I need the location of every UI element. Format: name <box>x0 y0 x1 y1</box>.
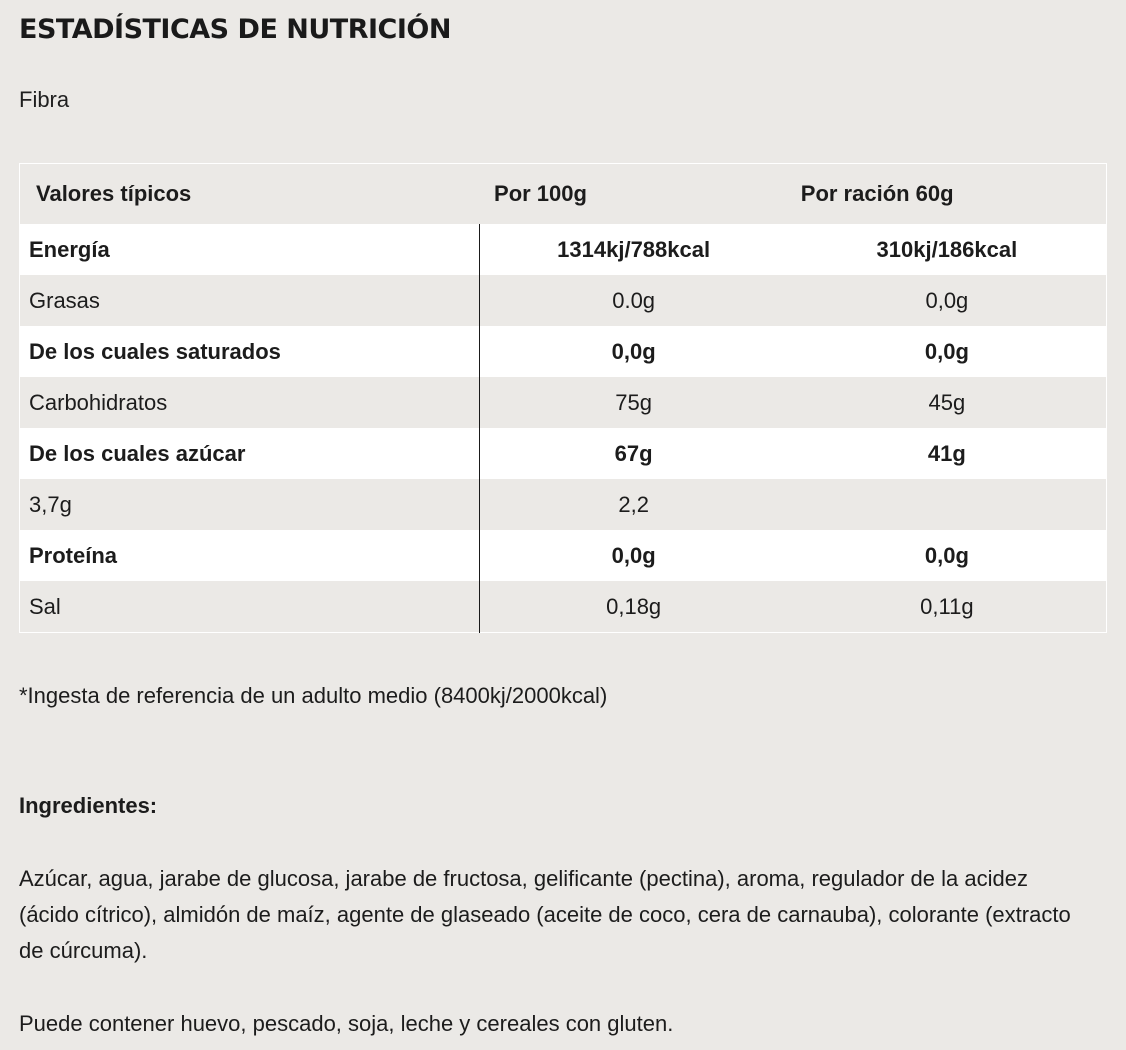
value-per-100g: 0,0g <box>479 326 788 377</box>
header-per-serving: Por ración 60g <box>788 164 1107 225</box>
nutrient-name: Carbohidratos <box>20 377 480 428</box>
table-row <box>20 275 1107 326</box>
nutrient-name: Sal <box>20 581 480 633</box>
reference-intake-footnote: *Ingesta de referencia de un adulto medio (8400kj/2000kcal) <box>19 683 608 708</box>
table-row <box>20 377 1107 428</box>
ingredients-text: Azúcar, agua, jarabe de glucosa, jarabe de fructosa, gelificante (pectina), aroma, regulador de la acidez (ácido cítrico), almidón de maíz, agente de glaseado (aceite de coco, cera de carnauba), colorante (extracto de cúrcuma). <box>19 866 1071 963</box>
nutrient-name: 3,7g <box>20 479 480 530</box>
nutrient-name: Grasas <box>20 275 480 326</box>
table-row <box>20 581 1107 633</box>
value-per-100g: 0,18g <box>479 581 788 633</box>
table-row <box>20 326 1107 377</box>
header-per-100g: Por 100g <box>479 164 788 225</box>
value-per-serving: 0,0g <box>788 326 1107 377</box>
value-per-100g: 0.0g <box>479 275 788 326</box>
value-per-100g: 2,2 <box>479 479 788 530</box>
value-per-serving: 0,11g <box>788 581 1107 633</box>
value-per-serving: 310kj/186kcal <box>788 224 1107 275</box>
table-row <box>20 224 1107 275</box>
value-per-serving: 45g <box>788 377 1107 428</box>
header-typical-values: Valores típicos <box>20 164 480 225</box>
value-per-100g: 75g <box>479 377 788 428</box>
table-row <box>20 428 1107 479</box>
allergens-note: Puede contener huevo, pescado, soja, leche y cereales con gluten. <box>19 1011 674 1036</box>
table-header-row <box>20 164 1107 225</box>
nutrient-name: De los cuales azúcar <box>20 428 480 479</box>
table-row <box>20 530 1107 581</box>
table-header <box>20 164 1107 225</box>
table-row <box>20 479 1107 530</box>
table-body <box>20 224 1107 633</box>
nutrient-name: Proteína <box>20 530 480 581</box>
value-per-serving: 0,0g <box>788 530 1107 581</box>
value-per-serving <box>788 479 1107 530</box>
nutrient-name: De los cuales saturados <box>20 326 480 377</box>
page-title: ESTADÍSTICAS DE NUTRICIÓN <box>19 14 451 45</box>
ingredients-heading: Ingredientes: <box>19 793 158 818</box>
nutrition-table <box>19 163 1107 633</box>
value-per-100g: 1314kj/788kcal <box>479 224 788 275</box>
value-per-100g: 0,0g <box>479 530 788 581</box>
value-per-100g: 67g <box>479 428 788 479</box>
value-per-serving: 41g <box>788 428 1107 479</box>
value-per-serving: 0,0g <box>788 275 1107 326</box>
nutrient-name: Energía <box>20 224 480 275</box>
subtitle: Fibra <box>19 87 70 112</box>
